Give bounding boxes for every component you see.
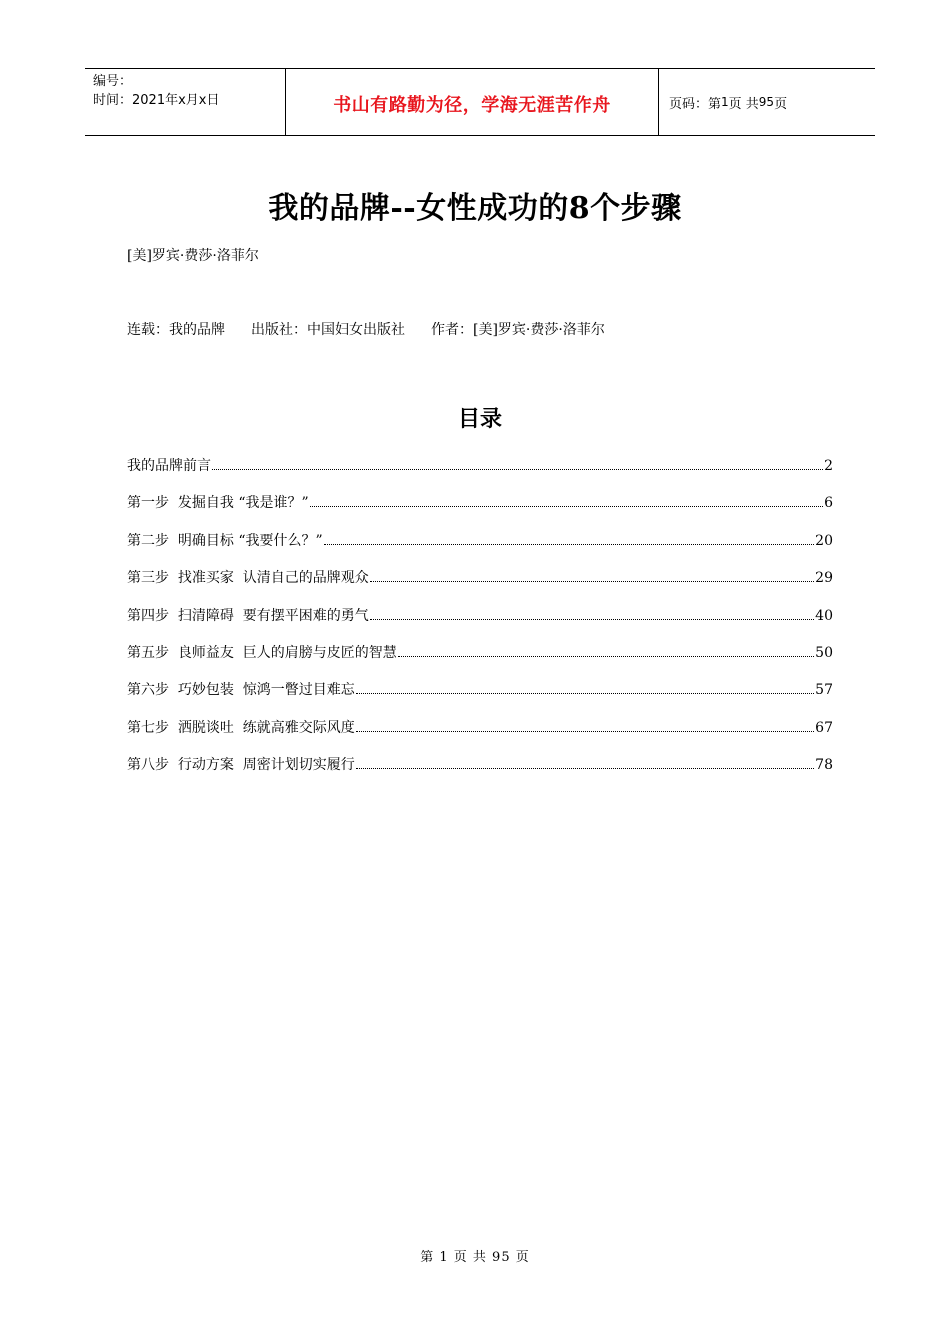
page-number: 1 [721, 95, 729, 109]
toc-leader-dots [356, 731, 814, 732]
page-footer: 第 1 页 共 95 页 [420, 1250, 530, 1265]
toc-entry[interactable] [127, 642, 833, 679]
toc-entry[interactable] [127, 492, 833, 529]
toc-leader-dots [310, 506, 823, 507]
series-info: 连载：我的品牌 [127, 322, 225, 338]
toc-entry-page: 78 [815, 757, 833, 774]
table-of-contents [127, 455, 833, 792]
toc-entry-label: 第三步 找准买家 认清自己的品牌观众 [127, 570, 369, 587]
toc-entry-page: 57 [815, 682, 833, 699]
publisher-info: 出版社：中国妇女出版社 [251, 322, 405, 338]
toc-leader-dots [356, 768, 814, 769]
toc-leader-dots [370, 619, 814, 620]
toc-leader-dots [398, 656, 814, 657]
document-date: 时间：2021年x月x日 [93, 93, 220, 108]
toc-entry-label: 第一步 发掘自我 “我是谁？” [127, 495, 309, 512]
toc-leader-dots [324, 544, 815, 545]
toc-entry-label: 第五步 良师益友 巨人的肩膀与皮匠的智慧 [127, 644, 397, 661]
toc-entry-label: 第八步 行动方案 周密计划切实履行 [127, 757, 355, 774]
toc-entry[interactable] [127, 567, 833, 604]
page-end-label: 页 [774, 96, 788, 112]
toc-entry[interactable] [127, 530, 833, 567]
toc-entry[interactable] [127, 605, 833, 642]
document-title: 我的品牌--女性成功的8个步骤 [268, 191, 682, 226]
document-number-label: 编号： [93, 74, 133, 89]
toc-leader-dots [370, 581, 814, 582]
toc-entry[interactable] [127, 717, 833, 754]
toc-entry-page: 2 [824, 458, 833, 474]
publication-info [127, 319, 631, 339]
toc-entry-label: 我的品牌前言 [127, 458, 211, 474]
toc-leader-dots [356, 693, 814, 694]
header-motto: 书山有路勤为径，学海无涯苦作舟 [333, 95, 611, 116]
toc-entry-page: 50 [815, 644, 833, 661]
page-total: 95 [758, 95, 775, 109]
toc-entry-label: 第四步 扫清障碍 要有摆平困难的勇气 [127, 607, 369, 624]
author-line: [美]罗宾·费莎·洛菲尔 [127, 248, 259, 264]
header-page-cell [659, 69, 875, 135]
header-table [85, 68, 875, 136]
toc-entry-label: 第六步 巧妙包装 惊鸿一瞥过目难忘 [127, 682, 355, 699]
toc-entry-label: 第二步 明确目标 “我要什么？” [127, 532, 323, 549]
toc-entry-label: 第七步 洒脱谈吐 练就高雅交际风度 [127, 719, 355, 736]
toc-entry-page: 29 [815, 570, 833, 587]
page-mid-label: 页 共 [728, 96, 759, 112]
toc-entry[interactable] [127, 679, 833, 716]
author-info: 作者：[美]罗宾·费莎·洛菲尔 [431, 322, 605, 338]
toc-entry-page: 6 [824, 495, 833, 512]
toc-heading: 目录 [457, 407, 502, 432]
toc-entry-page: 40 [815, 607, 833, 624]
toc-entry[interactable] [127, 754, 833, 791]
toc-leader-dots [212, 469, 823, 470]
toc-entry-page: 67 [815, 719, 833, 736]
toc-entry-page: 20 [815, 532, 833, 549]
toc-entry[interactable] [127, 455, 833, 492]
page-label: 页码：第 [669, 96, 722, 112]
header-motto-cell [286, 69, 659, 135]
header-meta-cell [85, 69, 286, 135]
